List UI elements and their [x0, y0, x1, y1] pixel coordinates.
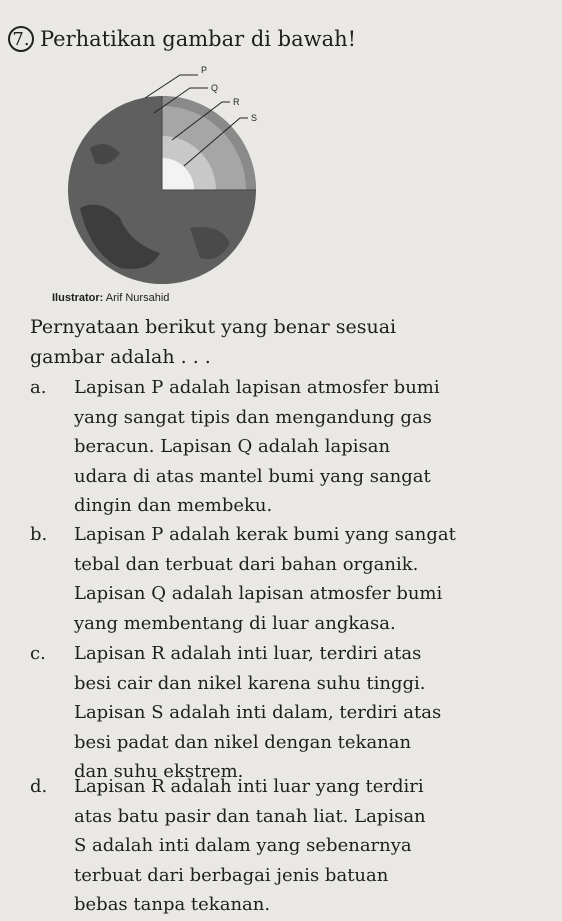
- option-line: Lapisan R adalah inti luar, terdiri atas: [74, 643, 422, 664]
- question-stem: [30, 312, 520, 372]
- question-title: Perhatikan gambar di bawah!: [40, 27, 357, 51]
- option-line: terbuat dari berbagai jenis batuan: [74, 864, 389, 886]
- option-line: yang sangat tipis dan mengandung gas: [74, 406, 432, 428]
- option-a[interactable]: [30, 373, 530, 521]
- option-line: yang membentang di luar angkasa.: [74, 612, 396, 634]
- option-line: S adalah inti dalam yang sebenarnya: [74, 835, 412, 856]
- option-line: atas batu pasir dan tanah liat. Lapisan: [74, 805, 426, 827]
- question-header: [8, 26, 356, 52]
- option-c[interactable]: [30, 639, 530, 787]
- option-line: dan suhu ekstrem.: [74, 761, 244, 782]
- option-line: Lapisan P adalah lapisan atmosfer bumi: [74, 377, 440, 398]
- option-letter: a.: [30, 377, 47, 398]
- label-r: R: [233, 97, 240, 107]
- label-q: Q: [211, 83, 219, 93]
- stem-line: Pernyataan berikut yang benar sesuai: [30, 316, 397, 338]
- illustrator-credit: [52, 292, 169, 304]
- option-line: tebal dan terbuat dari bahan organik.: [74, 553, 419, 575]
- option-line: Lapisan Q adalah lapisan atmosfer bumi: [74, 583, 443, 604]
- question-number: 7.: [8, 26, 34, 52]
- option-line: Lapisan R adalah inti luar yang terdiri: [74, 776, 424, 797]
- option-line: bebas tanpa tekanan.: [74, 894, 271, 915]
- option-line: besi padat dan nikel dengan tekanan: [74, 731, 412, 753]
- label-s: S: [251, 113, 258, 123]
- option-line: dingin dan membeku.: [74, 495, 273, 516]
- credit-label: Ilustrator:: [52, 292, 104, 304]
- option-letter: d.: [30, 776, 48, 797]
- option-line: beracun. Lapisan Q adalah lapisan: [74, 436, 391, 457]
- option-line: udara di atas mantel bumi yang sangat: [74, 465, 431, 487]
- option-line: Lapisan P adalah kerak bumi yang sangat: [74, 524, 456, 545]
- option-line: besi cair dan nikel karena suhu tinggi.: [74, 672, 426, 694]
- option-line: Lapisan S adalah inti dalam, terdiri atas: [74, 702, 442, 723]
- stem-line: gambar adalah . . .: [30, 346, 211, 368]
- option-d[interactable]: [30, 772, 530, 920]
- option-letter: c.: [30, 643, 46, 664]
- label-p: P: [201, 65, 208, 75]
- option-b[interactable]: [30, 520, 530, 638]
- earth-layers-diagram: [50, 58, 280, 288]
- credit-name: Arif Nursahid: [105, 292, 170, 304]
- option-letter: b.: [30, 524, 48, 545]
